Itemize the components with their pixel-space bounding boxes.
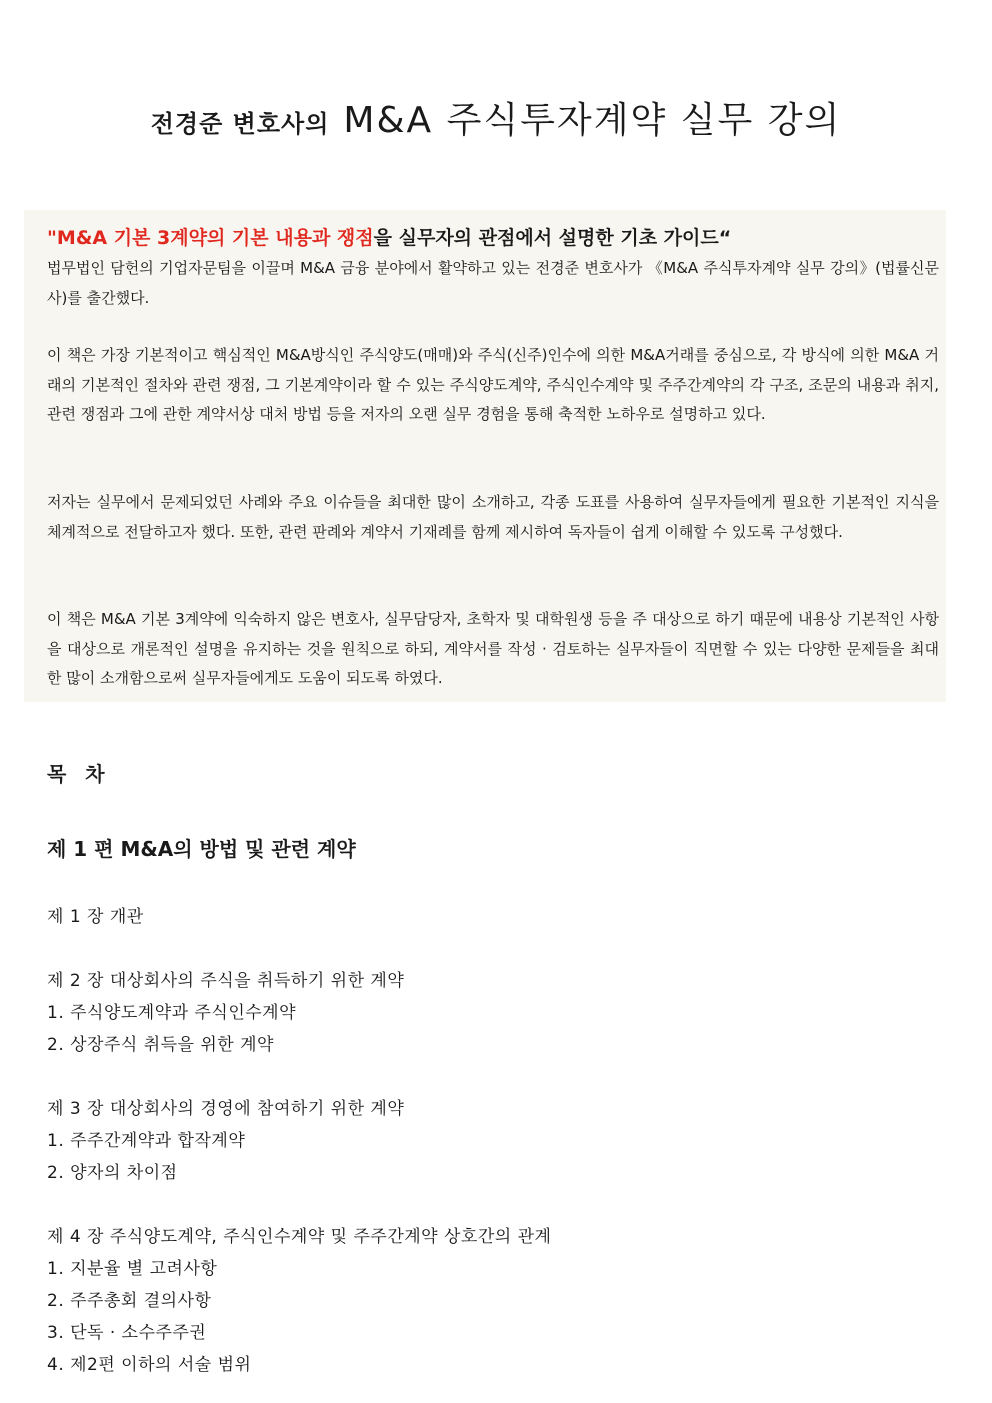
toc-heading: 목 차 bbox=[47, 762, 111, 786]
toc-chapter-2: 제 2 장 대상회사의 주식을 취득하기 위한 계약 bbox=[47, 971, 405, 991]
toc-chapter-4: 제 4 장 주식양도계약, 주식인수계약 및 주주간계약 상호간의 관계 bbox=[47, 1227, 552, 1247]
document-title bbox=[0, 92, 992, 143]
toc-item: 2. 상장주식 취득을 위한 계약 bbox=[47, 1035, 274, 1055]
toc-item: 4. 제2편 이하의 서술 범위 bbox=[47, 1355, 252, 1375]
toc-chapter-1: 제 1 장 개관 bbox=[47, 907, 144, 927]
intro-paragraph-1: 법무법인 담헌의 기업자문팀을 이끌며 M&A 금융 분야에서 활약하고 있는 전경준 변호사가 《M&A 주식투자계약 실무 강의》(법률신문사)를 출간했다. bbox=[47, 259, 939, 307]
intro-paragraph-2: 이 책은 가장 기본적이고 핵심적인 M&A방식인 주식양도(매매)와 주식(신주)인수에 의한 M&A거래를 중심으로, 각 방식에 의한 M&A 거래의 기본적인 절차와 관련 쟁점, 그 기본계약이라 할 수 있는 주식양도계약, 주식인수계약 및 주주간계약의 각 구조, 조문의 내용과 취지, 관련 쟁점과 그에 관한 계약서상 대처 방법 등을 저자의 오랜 실무 경험을 통해 축적한 노하우로 설명하고 있다. bbox=[47, 346, 939, 423]
title-author: 전경준 변호사의 bbox=[150, 110, 330, 138]
headline-highlight: M&A 기본 3계약의 기본 내용과 쟁점 bbox=[56, 227, 374, 249]
toc-item: 1. 지분율 별 고려사항 bbox=[47, 1259, 218, 1279]
toc-part-title: 제 1 편 M&A의 방법 및 관련 계약 bbox=[47, 837, 356, 861]
intro-headline bbox=[47, 223, 731, 250]
toc-item: 1. 주주간계약과 합작계약 bbox=[47, 1131, 246, 1151]
intro-paragraph-4: 이 책은 M&A 기본 3계약에 익숙하지 않은 변호사, 실무담당자, 초학자 및 대학원생 등을 주 대상으로 하기 때문에 내용상 기본적인 사항을 대상으로 개론적인 설명을 유지하는 것을 원칙으로 하되, 계약서를 작성 · 검토하는 실무자들이 직면할 수 있는 다양한 문제들을 최대한 많이 소개함으로써 실무자들에게도 도움이 되도록 하였다. bbox=[47, 610, 939, 687]
toc-chapter-3: 제 3 장 대상회사의 경영에 참여하기 위한 계약 bbox=[47, 1099, 405, 1119]
toc-item: 2. 양자의 차이점 bbox=[47, 1163, 178, 1183]
headline-rest: 을 실무자의 관점에서 설명한 기초 가이드“ bbox=[373, 227, 732, 249]
toc-item: 2. 주주총회 결의사항 bbox=[47, 1291, 212, 1311]
headline-quote-open: " bbox=[47, 227, 57, 249]
title-book: M&A 주식투자계약 실무 강의 bbox=[343, 100, 842, 141]
toc-item: 3. 단독 · 소수주주권 bbox=[47, 1323, 207, 1343]
toc-item: 1. 주식양도계약과 주식인수계약 bbox=[47, 1003, 297, 1023]
intro-paragraph-3: 저자는 실무에서 문제되었던 사례와 주요 이슈들을 최대한 많이 소개하고, 각종 도표를 사용하여 실무자들에게 필요한 기본적인 지식을 체계적으로 전달하고자 했다. 또한, 관련 판례와 계약서 기재례를 함께 제시하여 독자들이 쉽게 이해할 수 있도록 구성했다. bbox=[47, 493, 939, 541]
